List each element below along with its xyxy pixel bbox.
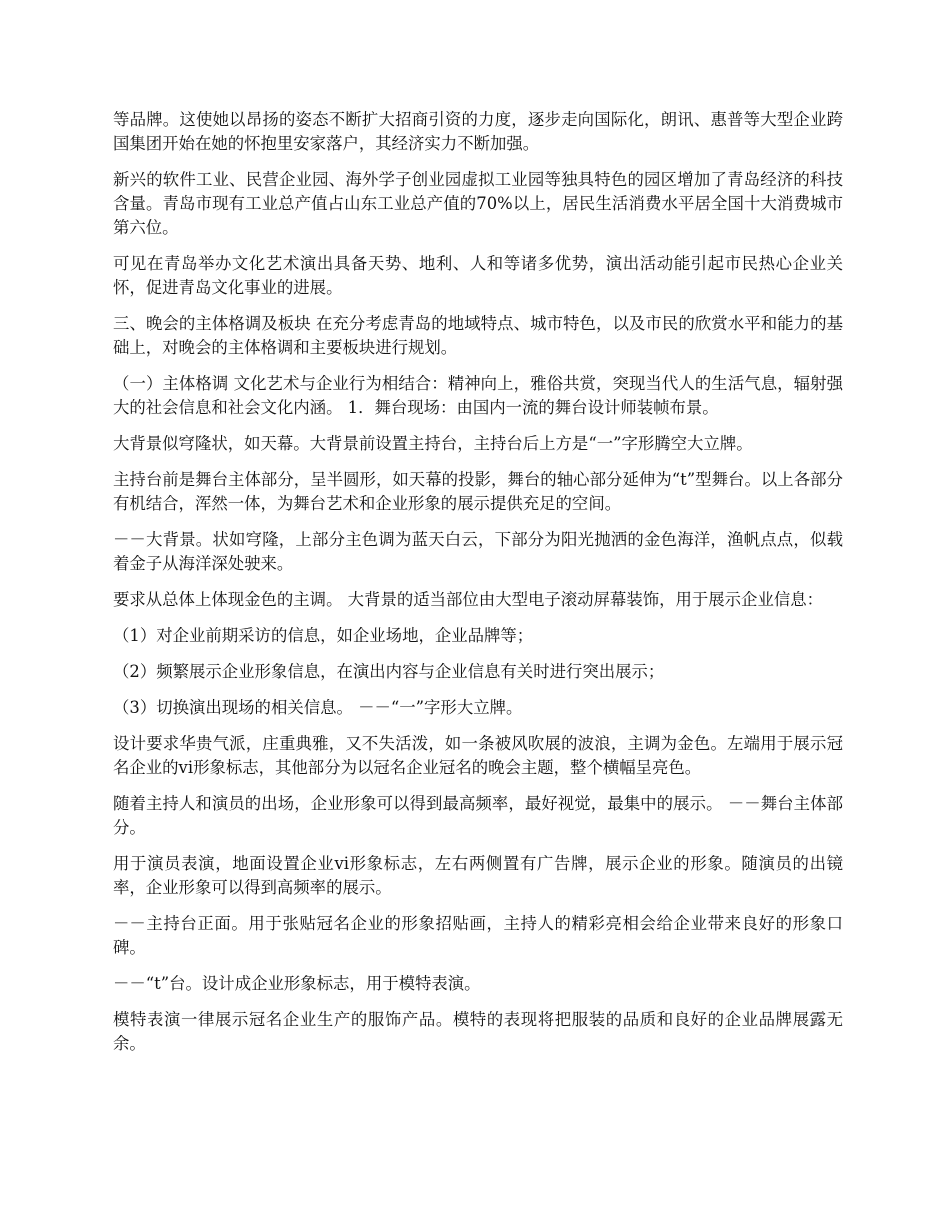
list-item: （3）切换演出现场的相关信息。 －－“一”字形大立牌。 (113, 698, 523, 717)
paragraph: －－“t”台。设计成企业形象标志，用于模特表演。 (113, 974, 481, 993)
paragraph: 可见在青岛举办文化艺术演出具备天势、地利、人和等诸多优势，演出活动能引起市民热心企业关怀，促进青岛文化事业的进展。 (113, 254, 843, 297)
subsection-paragraph: （一）主体格调 文化艺术与企业行为相结合：精神向上，雅俗共赏，突现当代人的生活气息，辐射强大的社会信息和社会文化内涵。 1．舞台现场：由国内一流的舞台设计师装帧布景。 (113, 374, 843, 417)
paragraph: －－主持台正面。用于张贴冠名企业的形象招贴画，主持人的精彩亮相会给企业带来良好的形象口碑。 (113, 914, 843, 957)
paragraph: 主持台前是舞台主体部分，呈半圆形，如天幕的投影，舞台的轴心部分延伸为“t”型舞台。以上各部分有机结合，浑然一体，为舞台艺术和企业形象的展示提供充足的空间。 (113, 470, 843, 513)
paragraph: 模特表演一律展示冠名企业生产的服饰产品。模特的表现将把服装的品质和良好的企业品牌展露无余。 (113, 1010, 843, 1053)
list-item: （2）频繁展示企业形象信息，在演出内容与企业信息有关时进行突出展示； (113, 662, 665, 681)
paragraph: 设计要求华贵气派，庄重典雅，又不失活泼，如一条被风吹展的波浪，主调为金色。左端用于展示冠名企业的vi形象标志，其他部分为以冠名企业冠名的晚会主题，整个横幅呈亮色。 (113, 734, 843, 777)
section-heading-paragraph: 三、晚会的主体格调及板块 在充分考虑青岛的地域特点、城市特色，以及市民的欣赏水平和能力的基础上，对晚会的主体格调和主要板块进行规划。 (113, 314, 843, 357)
paragraph: 随着主持人和演员的出场，企业形象可以得到最高频率，最好视觉，最集中的展示。 －－舞台主体部分。 (113, 794, 843, 837)
paragraph: 用于演员表演，地面设置企业vi形象标志，左右两侧置有广告牌，展示企业的形象。随演员的出镜率，企业形象可以得到高频率的展示。 (113, 854, 843, 897)
paragraph: 新兴的软件工业、民营企业园、海外学子创业园虚拟工业园等独具特色的园区增加了青岛经济的科技含量。青岛市现有工业总产值占山东工业总产值的70%以上，居民生活消费水平居全国十大消费城市第六位。 (113, 170, 843, 237)
paragraph: 大背景似穹隆状，如天幕。大背景前设置主持台，主持台后上方是“一”字形腾空大立牌。 (113, 434, 753, 453)
paragraph: 等品牌。这使她以昂扬的姿态不断扩大招商引资的力度，逐步走向国际化，朗讯、惠普等大型企业跨国集团开始在她的怀抱里安家落户，其经济实力不断加强。 (113, 110, 843, 153)
list-item: （1）对企业前期采访的信息，如企业场地，企业品牌等； (113, 626, 534, 645)
document-body (113, 108, 843, 1068)
paragraph: －－大背景。状如穹隆，上部分主色调为蓝天白云，下部分为阳光抛洒的金色海洋，渔帆点点，似载着金子从海洋深处驶来。 (113, 530, 843, 573)
paragraph: 要求从总体上体现金色的主调。 大背景的适当部位由大型电子滚动屏幕装饰，用于展示企业信息： (113, 590, 824, 609)
